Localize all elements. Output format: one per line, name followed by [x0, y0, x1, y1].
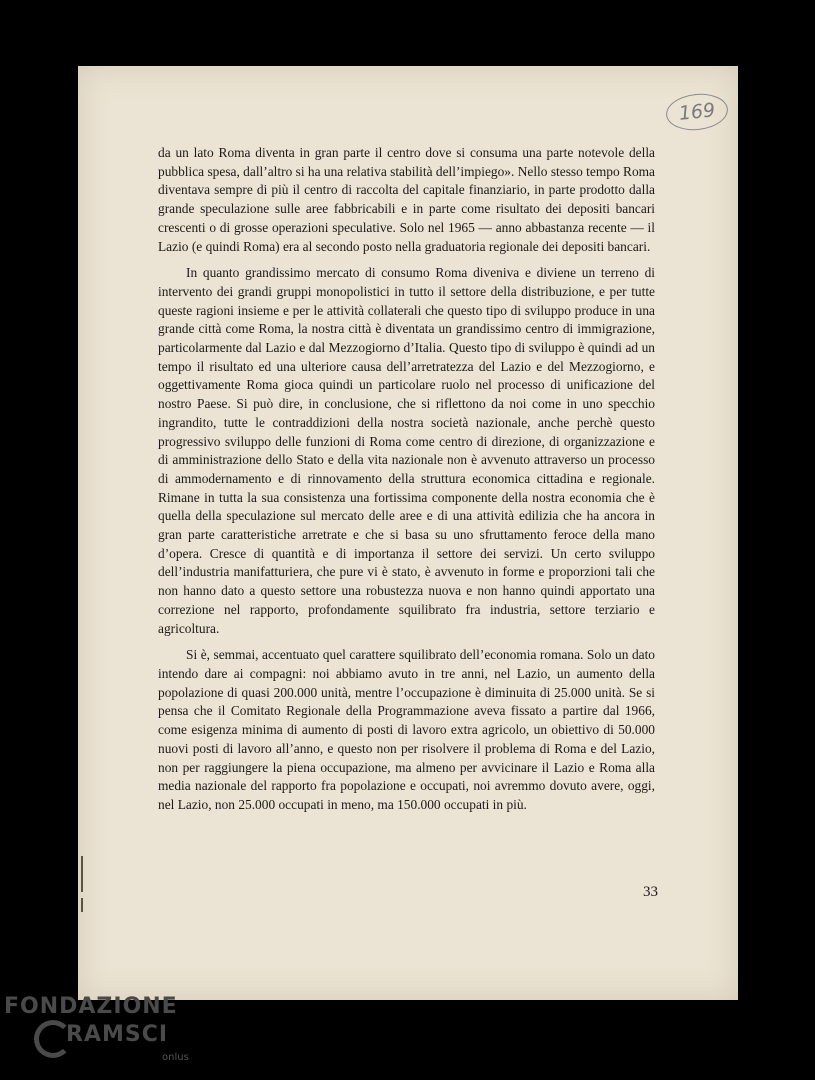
page-number: 33	[643, 884, 658, 900]
fondazione-gramsci-logo	[4, 994, 204, 1074]
document-page	[78, 66, 738, 1000]
paragraph-3: Si è, semmai, accentuato quel carattere squilibrato dell’economia romana. Solo un dato intendo dare ai compagni: noi abbiamo avuto in tre anni, nel Lazio, un aumento della popolazione di quasi 200.000 unità, mentre l’occupazione è diminuita di 25.000 unità. Se si pensa che il Comitato Regionale della Programmazione aveva fissato a partire dal 1966, come esigenza minima di aumento di posti di lavoro extra agricolo, un obiettivo di 50.000 nuovi posti di lavoro all’anno, e questo non per risolvere il problema di Roma e del Lazio, non per raggiungere la piena occupazione, ma almeno per avvicinare il Lazio e Roma alla media nazionale del rapporto fra popolazione e occupati, noi avremmo dovuto avere, oggi, nel Lazio, non 25.000 occupati in meno, ma 150.000 occupati in più.	[158, 647, 655, 812]
logo-line-1: FONDAZIONE	[4, 994, 178, 1019]
archive-number-stamp: 169	[664, 91, 729, 133]
logo-line-2: RAMSCI	[66, 1022, 169, 1047]
paragraph-2: In quanto grandissimo mercato di consumo Roma diveniva e diviene un terreno di intervento dei grandi gruppi monopolistici in tutto il settore della distribuzione, e per tutte queste ragioni insieme e per le attività collaterali che questo tipo di sviluppo produce in una grande città come Roma, la nostra città è diventata un grandissimo centro di immigrazione, particolarmente dal Lazio e dal Mezzogiorno d’Italia. Questo tipo di sviluppo è quindi ad un tempo il risultato ed una ulteriore causa dell’arretratezza del Lazio e del Mezzogiorno, e oggettivamente Roma gioca quindi un particolare ruolo nel processo di unificazione del nostro Paese. Si può dire, in conclusione, che si riflettono da noi come in uno specchio ingrandito, tutte le contraddizioni della nostra società nazionale, anche perchè questo progressivo sviluppo delle funzioni di Roma come centro di direzione, di organizzazione e di amministrazione dello Stato e della vita nazionale non è avvenuto attraverso un processo di ammodernamento e di rinnovamento della struttura economica cittadina e regionale. Rimane in tutta la sua consistenza una fortissima componente della nostra economia che è quella della speculazione sul mercato delle aree e di una attività edilizia che ha ancora in gran parte caratteristiche arretrate e che si basa su uno sfruttamento feroce della mano d’opera. Cresce di quantità e di importanza il settore dei servizi. Un certo sviluppo dell’industria manifatturiera, che pure vi è stato, è avvenuto in forme e proporzioni tali che non hanno dato a questo settore una robustezza nuova e non hanno quindi apportato una correzione nel rapporto, profondamente squilibrato fra industria, settore terziario e agricoltura.	[158, 265, 655, 636]
body-text	[158, 144, 655, 815]
binding-mark	[81, 898, 83, 912]
binding-mark	[81, 856, 83, 892]
logo-line-3: onlus	[162, 1052, 189, 1063]
paragraph-1: da un lato Roma diventa in gran parte il centro dove si consuma una parte notevole della pubblica spesa, dall’altro si ha una relativa stabilità dell’impiego». Nello stesso tempo Roma diventava sempre di più il centro di raccolta del capitale finanziario, in parte prodotto dalla grande speculazione sulle aree fabbricabili e in parte come risultato dei depositi bancari crescenti o di grosse operazioni speculative. Solo nel 1965 — anno abbastanza recente — il Lazio (e quindi Roma) era al secondo posto nella graduatoria regionale dei depositi bancari.	[158, 145, 655, 254]
